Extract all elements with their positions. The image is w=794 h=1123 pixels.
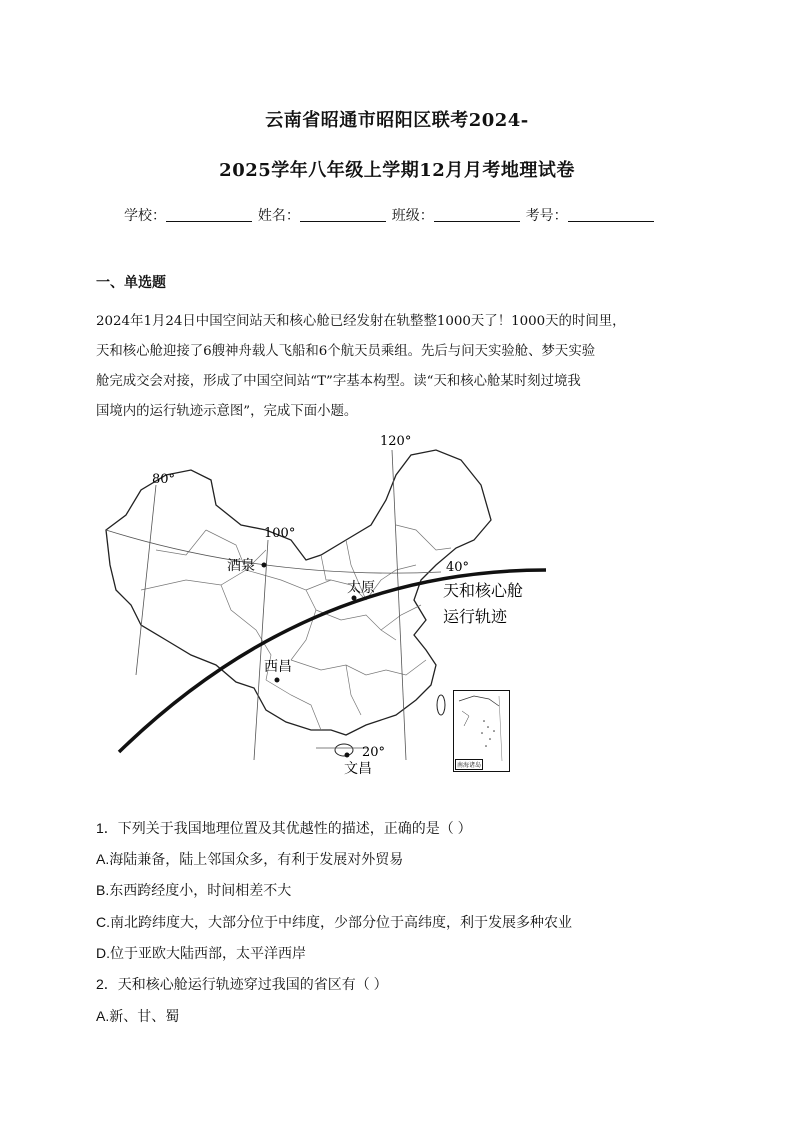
taiyuan-label: 太原 [347,580,375,596]
longitude-80-line [136,485,156,675]
passage-line: 舱完成交会对接，形成了中国空间站“T”字基本构型。读“天和核心舱某时刻过境我 [96,374,581,389]
class-blank[interactable] [434,207,520,222]
student-info-row [124,205,656,225]
xichang-label: 西昌 [264,659,292,675]
passage-line: 国境内的运行轨迹示意图”，完成下面小题。 [96,404,358,419]
trajectory-label-line2: 运行轨迹 [443,607,508,626]
class-label: 班级： [391,207,434,223]
china-outline [106,450,491,735]
exam-title-line1: 云南省昭通市昭阳区联考2024- [265,110,529,131]
question-2-option-a[interactable]: A.新、甘、蜀 [96,1008,180,1024]
jiuquan-label: 酒泉 [227,558,255,574]
question-1-option-d[interactable]: D.位于亚欧大陆西部，太平洋西岸 [96,945,306,961]
latitude-40-label: 40° [446,560,470,575]
question-1-option-b[interactable]: B.东西跨经度小，时间相差不大 [96,882,292,898]
question-1-option-a[interactable]: A.海陆兼备，陆上邻国众多，有利于发展对外贸易 [96,851,404,867]
trajectory-label-line1: 天和核心舱 [443,581,524,600]
exam-no-label: 考号： [525,207,568,223]
inset-label: 南海诸岛 [455,759,483,770]
longitude-80-label: 80° [152,472,176,487]
taiyuan-dot [352,596,357,601]
passage-line: 2024年1月24日中国空间站天和核心舱已经发射在轨整整1000天了！1000天的时间里， [96,314,626,329]
xichang-dot [275,678,280,683]
reading-passage [96,307,696,427]
question-1-option-c[interactable]: C.南北跨纬度大，大部分位于中纬度，少部分位于高纬度，利于发展多种农业 [96,914,572,930]
name-label: 姓名： [257,207,300,223]
question-2-stem: 2．天和核心舱运行轨迹穿过我国的省区有（ ） [96,976,388,992]
passage-line: 天和核心舱迎接了6艘神舟载人飞船和6个航天员乘组。先后与问天实验舱、梦天实验 [96,344,596,359]
school-blank[interactable] [166,207,252,222]
wenchang-label: 文昌 [344,761,372,775]
south-china-sea-inset [453,690,510,772]
question-1-stem: 1．下列关于我国地理位置及其优越性的描述，正确的是（ ） [96,820,472,836]
exam-no-blank[interactable] [568,207,654,222]
name-blank[interactable] [300,207,386,222]
hainan-island [335,744,353,756]
jiuquan-dot [262,563,267,568]
longitude-120-label: 120° [380,434,412,449]
longitude-100-label: 100° [264,526,296,541]
exam-title-line2: 2025学年八年级上学期12月月考地理试卷 [219,160,575,181]
taiwan-island [437,695,445,715]
section-heading: 一、单选题 [96,274,166,290]
school-label: 学校： [124,207,166,223]
wenchang-dot [345,753,350,758]
latitude-20-label: 20° [362,745,386,760]
